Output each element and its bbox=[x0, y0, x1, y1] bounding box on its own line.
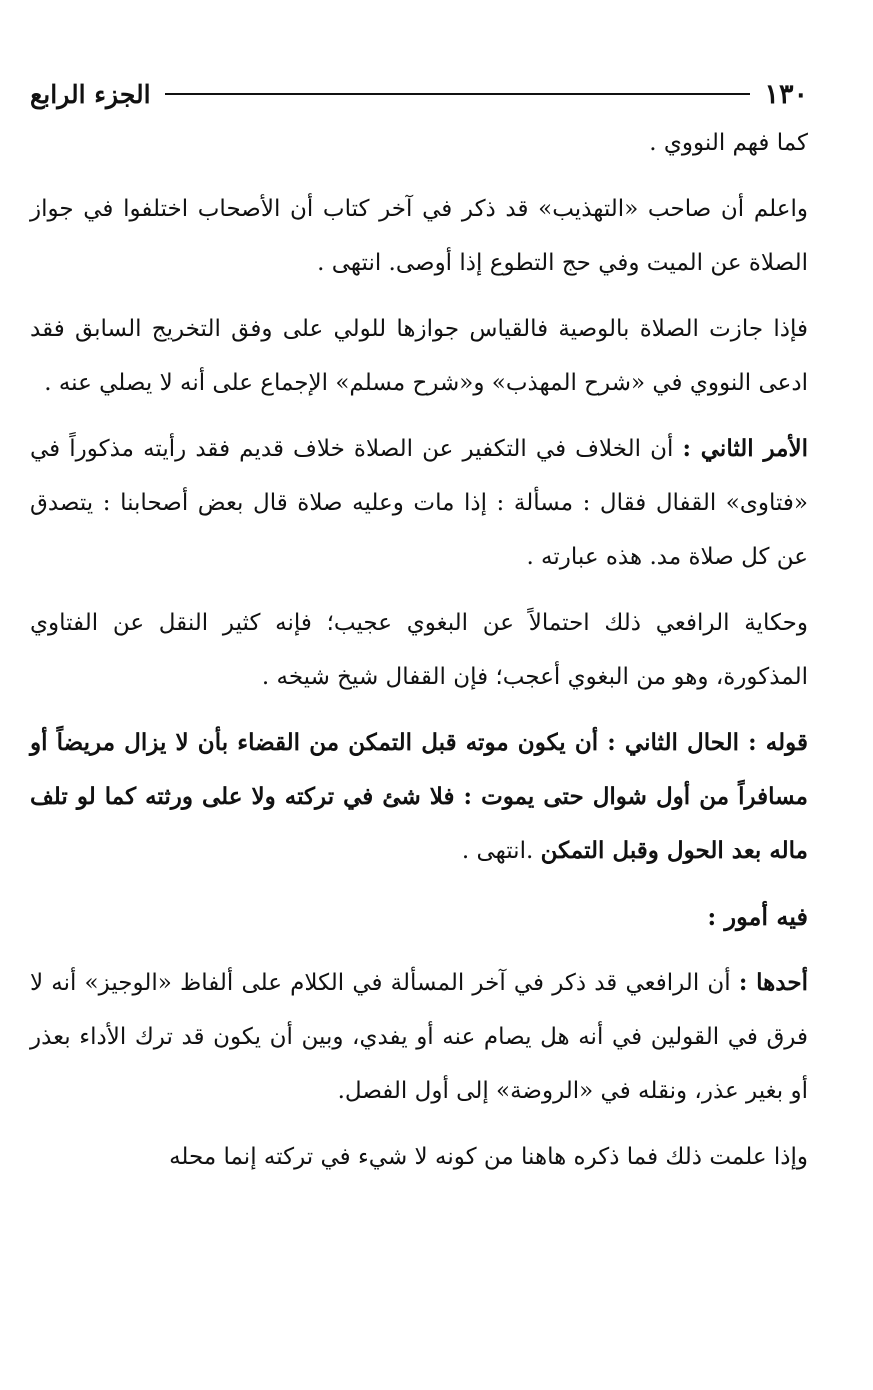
paragraph-gap bbox=[30, 290, 808, 302]
page-number: ١٣٠ bbox=[764, 78, 808, 110]
paragraph-gap bbox=[30, 584, 808, 596]
paragraph-gap bbox=[30, 878, 808, 890]
paragraph-gap bbox=[30, 410, 808, 422]
paragraph: وإذا علمت ذلك فما ذكره هاهنا من كونه لا شيء في تركته إنما محله bbox=[169, 1144, 808, 1170]
part-title: الجزء الرابع bbox=[30, 79, 151, 109]
paragraph-lead: الأمر الثاني : bbox=[682, 435, 808, 462]
section-subheading: فيه أمور : bbox=[707, 902, 808, 931]
paragraph-gap bbox=[30, 170, 808, 182]
paragraph: فإذا جازت الصلاة بالوصية فالقياس جوازها للولي على وفق التخريج السابق فقد ادعى النووي في «شرح المهذب» و«شرح مسلم» الإجماع على أنه لا يصلي عنه . bbox=[30, 316, 808, 396]
paragraph-lead: أحدها : bbox=[738, 969, 808, 996]
paragraph-gap bbox=[30, 1118, 808, 1130]
paragraph-body: أن الرافعي قد ذكر في آخر المسألة في الكلام على ألفاظ «الوجيز» أنه لا فرق في القولين في أنه هل يصام عنه أو يفدي، وبين أن يكون قد ترك الأداء بعذر أو بغير عذر، ونقله في «الروضة» إلى أول الفصل. bbox=[30, 970, 808, 1104]
paragraph: كما فهم النووي . bbox=[649, 130, 808, 156]
header-rule bbox=[165, 93, 751, 95]
paragraph bbox=[30, 956, 808, 1118]
quoted-statement bbox=[30, 716, 808, 878]
paragraph-body: أن الخلاف في التكفير عن الصلاة خلاف قديم فقد رأيته مذكوراً في «فتاوى» القفال فقال : مسألة : إذا مات وعليه صلاة قال بعض أصحابنا : يتصدق عن كل صلاة مد. هذه عبارته . bbox=[30, 436, 808, 570]
running-header bbox=[30, 72, 808, 116]
quoted-statement-tail: .انتهى . bbox=[461, 838, 541, 864]
paragraph: واعلم أن صاحب «التهذيب» قد ذكر في آخر كتاب أن الأصحاب اختلفوا في جواز الصلاة عن الميت وفي حج التطوع إذا أوصى. انتهى . bbox=[30, 196, 808, 276]
paragraph-gap bbox=[30, 704, 808, 716]
book-page bbox=[30, 72, 808, 1184]
paragraph: وحكاية الرافعي ذلك احتمالاً عن البغوي عجيب؛ فإنه كثير النقل عن الفتاوي المذكورة، وهو من البغوي أعجب؛ فإن القفال شيخ شيخه . bbox=[30, 610, 808, 690]
quoted-statement-body: قوله : الحال الثاني : أن يكون موته قبل التمكن من القضاء بأن لا يزال مريضاً أو مسافراً من أول شوال حتى يموت : فلا شئ في تركته ولا على ورثته كما لو تلف ماله بعد الحول وقبل التمكن bbox=[30, 729, 808, 864]
paragraph-gap bbox=[30, 944, 808, 956]
paragraph bbox=[30, 422, 808, 584]
